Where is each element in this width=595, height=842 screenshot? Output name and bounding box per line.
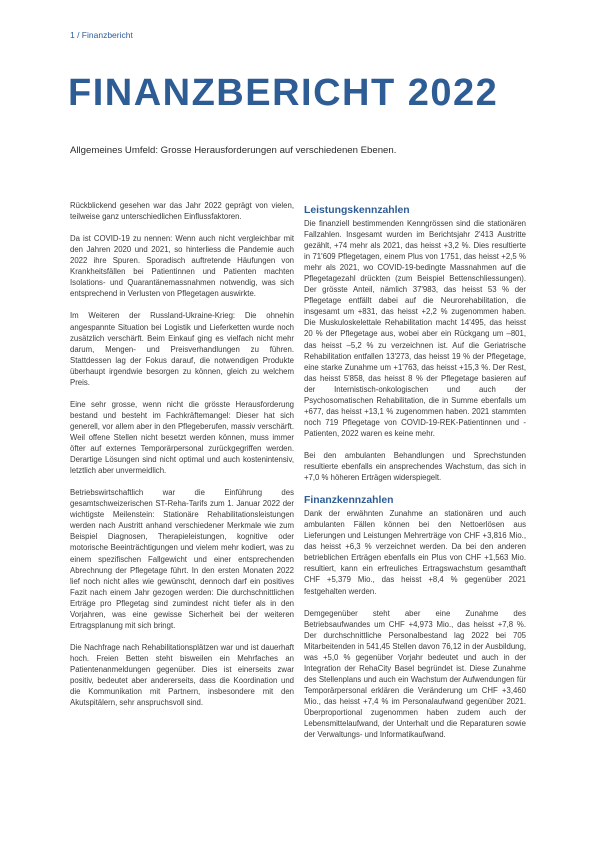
paragraph: Betriebswirtschaftlich war die Einführung des gesamtschweizerischen ST-Reha-Tarifs zum 1. Januar 2022 der wichtigste Meilenstein: Stationäre Rehabilitationsleistungen werden nach Austritt anhand verschiedener Merkmale wie zum Beispiel Diagnosen, Therapieleistungen, kognitive oder motorische Beeinträchtigungen und vielem mehr kodiert, was zu einem spezifischen Fallgewicht und einer entsprechenden Abrechnung der Pflegetage führt. In den ersten Monaten 2022 lief noch nicht alles wie gewünscht, dennoch darf ein positives Fazit nach einem Jahr gezogen werden: Die durchschnittlichen Erträge pro Pflegetag sind zumindest nicht tiefer als in den Vorjahren, was eine gewisse Sicherheit bei der weiteren Ertragsplanung mit sich bringt. bbox=[70, 488, 294, 630]
breadcrumb: 1 / Finanzbericht bbox=[70, 30, 133, 40]
paragraph: Dank der erwähnten Zunahme an stationären und auch ambulanten Fällen können bei den Nettoerlösen aus Lieferungen und Leistungen Mehrerträge von CHF +3,816 Mio., das heisst +6,3 % verzeichnet werden. Da bei den anderen betrieblichen Erträgen ebenfalls ein Plus von CHF +1,563 Mio. resultiert, kann ein erfreuliches Ertragswachstum gesamthaft CHF +5,379 Mio., das heisst +8,4 % gegenüber 2021 festgehalten werden. bbox=[304, 509, 526, 596]
paragraph: Die finanziell bestimmenden Kenngrössen sind die stationären Fallzahlen. Insgesamt wurden im Berichtsjahr 2'413 Austritte gezählt, +74 mehr als 2021, das heisst +3,2 %. Dies resultierte in 71'609 Pflegetagen, einem Plus von 1'751, das heisst +2,5 % mehr als 2021, wo COVID-19-bedingte Massnahmen auf die Pflegetagezahl drückten (zum Beispiel Bettenschliessungen). Der grösste Anteil, nämlich 37'983, das heisst 53 % der Pflegetage entfällt dabei auf die Neurorehabilitation, die insgesamt um +831, das heisst +2,2 % zugenommen haben. Die Muskuloskelettale Rehabilitation macht 14'495, das heisst 20 % der Pflegetage aus, wobei aber ein Rückgang um –801, das heisst –5,2 % zu verzeichnen ist. Auf die Geriatrische Rehabilitation entfallen 13'273, das heisst 19 % der Pflegetage, eine starke Zunahme um +1'763, das heisst +15,3 %. Der Rest, das heisst 5'858, das heisst 8 % der Pflegetage basieren auf der Internistisch-onkologischen und auch der Psychosomatischen Rehabilitation, die in Summe ebenfalls um +677, das heisst +13,1 % zugenommen haben. 2021 stammten noch 719 Pflegetage von COVID-19-REK-Patientinnen und -Patienten, 2022 waren es keine mehr. bbox=[304, 219, 526, 438]
paragraph: Im Weiteren der Russland-Ukraine-Krieg: Die ohnehin angespannte Situation bei Logistik und Lieferketten wurde noch zusätzlich verschärft. Beim Einkauf ging es vielfach nicht mehr darum, Mengen- und Preisverhandlungen zu führen. Stattdessen lag der Fokus darauf, die notwendigen Produkte überhaupt irgendwie besorgen zu können, gleich zu welchem Preis. bbox=[70, 311, 294, 387]
right-column bbox=[304, 204, 526, 751]
paragraph: Rückblickend gesehen war das Jahr 2022 geprägt von vielen, teilweise ganz unterschiedlichen Einflussfaktoren. bbox=[70, 201, 294, 222]
page-subtitle: Allgemeines Umfeld: Grosse Herausforderungen auf verschiedenen Ebenen. bbox=[70, 145, 397, 156]
paragraph: Demgegenüber steht aber eine Zunahme des Betriebsaufwandes um CHF +4,973 Mio., das heisst +7,8 %. Der durchschnittliche Personalbestand lag 2022 bei 705 Mitarbeitenden in 541,45 Stellen davon 76,12 in der Ausbildung, was +5,0 % gegenüber Vorjahr bedeutet und auch in der Integration der RehaCity Basel begründet ist. Diese Zunahme des Stellenplans und auch ein Wachstum der Aufwendungen für Temporärpersonal erklären die Veränderung um CHF +3,460 Mio., das heisst +7,4 % im Personalaufwand gegenüber 2021. Überproportional zugenommen haben zudem auch der Lebensmittelaufwand, der Unterhalt und die Reparaturen sowie der Verwaltungs- und Informatikaufwand. bbox=[304, 608, 526, 740]
section-heading-leistungskennzahlen: Leistungskennzahlen bbox=[304, 205, 410, 216]
page-title: FINANZBERICHT 2022 bbox=[68, 72, 499, 114]
paragraph: Da ist COVID-19 zu nennen: Wenn auch nicht vergleichbar mit den Jahren 2020 und 2021, so hinterliess die Pandemie auch 2022 ihre Spuren. Sporadisch auftretende Häufungen von Krankheitsfällen bei Patientinnen und Patienten machten Isolations- und Quarantänemassnahmen notwendig, was sich entsprechend in Verlusten von Pflegetagen auswirkte. bbox=[70, 234, 294, 299]
paragraph: Die Nachfrage nach Rehabilitationsplätzen war und ist dauerhaft hoch. Freien Betten steht bisweilen ein Mehrfaches an Patientenanmeldungen gegenüber. Dies ist einerseits zwar positiv, bedeutet aber andererseits, dass die Koordination und die Kommunikation mit Partnern, insbesondere mit den Akutspitälern, sehr anspruchsvoll sind. bbox=[70, 642, 294, 708]
paragraph: Eine sehr grosse, wenn nicht die grösste Herausforderung bestand und besteht im Fachkräftemangel: Dieser hat sich generell, vor allem aber in den Pflegeberufen, massiv verschärft. Weil offene Stellen nicht besetzt werden können, muss immer öfter auf externes Temporärpersonal zurückgegriffen werden. Derartige Lösungen sind nicht optimal und auch kostenintensiv, letztlich aber unvermeidlich. bbox=[70, 399, 294, 476]
paragraph: Bei den ambulanten Behandlungen und Sprechstunden resultierte ebenfalls ein ansprechendes Wachstum, das sich in +7,0 % höheren Erträgen widerspiegelt. bbox=[304, 450, 526, 483]
left-column bbox=[70, 200, 294, 719]
section-heading-finanzkennzahlen: Finanzkennzahlen bbox=[304, 495, 394, 507]
